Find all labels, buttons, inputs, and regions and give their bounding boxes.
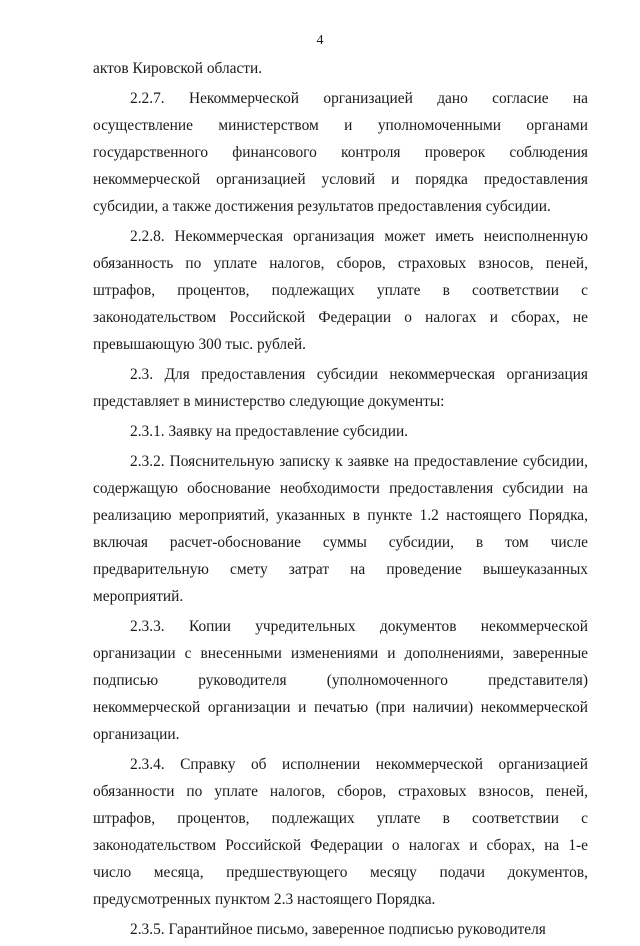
paragraph-2-3-2: 2.3.2. Пояснительную записку к заявке на предоставление субсидии, содержащую обоснование необходимости предоставления субсидии на реализацию мероприятий, указанных в пункте 1.2 настоящего Порядка, включая расчет-обоснование суммы субсидии, в том числе предварительную смету затрат на проведение вышеуказанных мероприятий. — [93, 453, 588, 605]
paragraph-continuation: актов Кировской области. — [93, 60, 263, 77]
document-body — [93, 55, 588, 946]
paragraph-2-3: 2.3. Для предоставления субсидии некоммерческая организация представляет в министерство следующие документы: — [93, 366, 588, 410]
paragraph-2-3-3: 2.3.3. Копии учредительных документов некоммерческой организации с внесенными изменениями и дополнениями, заверенные подписью руководителя (уполномоченного представителя) некоммерческой организации и печатью (при наличии) некоммерческой организации. — [93, 618, 588, 743]
paragraph-2-3-1: 2.3.1. Заявку на предоставление субсидии. — [130, 423, 409, 440]
paragraph-2-3-5: 2.3.5. Гарантийное письмо, заверенное подписью руководителя — [130, 921, 546, 938]
paragraph-2-3-4: 2.3.4. Справку об исполнении некоммерческой организацией обязанности по уплате налогов, сборов, страховых взносов, пеней, штрафов, процентов, подлежащих уплате в соответствии с законодательством Российской Федерации о налогах и сборах, на 1-е число месяца, предшествующего месяцу подачи документов, предусмотренных пунктом 2.3 настоящего Порядка. — [93, 756, 588, 908]
paragraph-2-2-7: 2.2.7. Некоммерческой организацией дано согласие на осуществление министерством и уполномоченными органами государственного финансового контроля проверок соблюдения некоммерческой организацией условий и порядка предоставления субсидии, а также достижения результатов предоставления субсидии. — [93, 90, 588, 215]
paragraph-2-2-8: 2.2.8. Некоммерческая организация может иметь неисполненную обязанность по уплате налогов, сборов, страховых взносов, пеней, штрафов, процентов, подлежащих уплате в соответствии с законодательством Российской Федерации о налогах и сборах, не превышающую 300 тыс. рублей. — [93, 228, 588, 353]
page-number: 4 — [316, 33, 324, 48]
